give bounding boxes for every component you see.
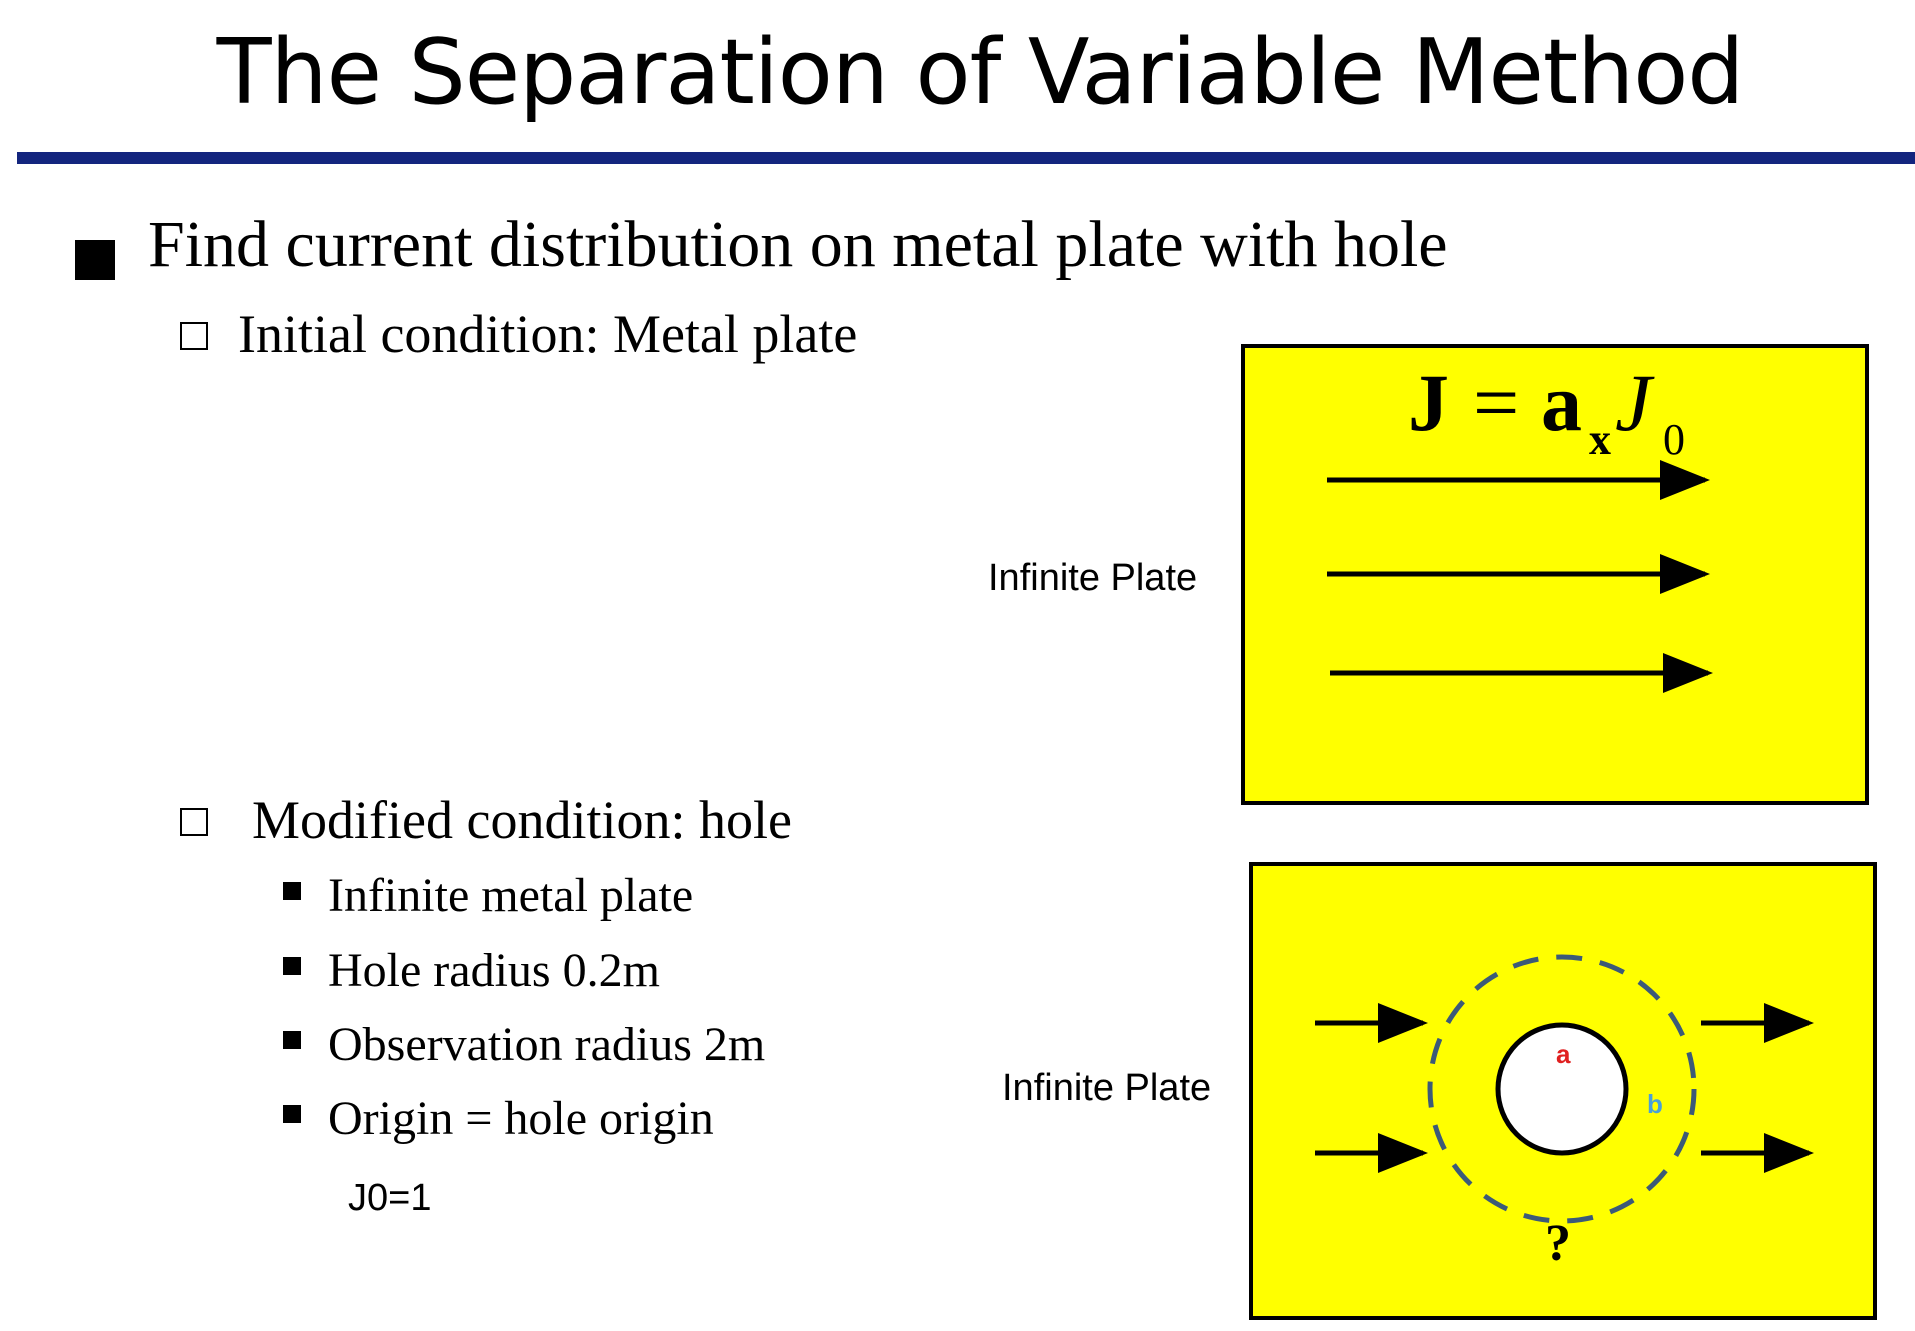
figure1-label: Infinite Plate bbox=[988, 557, 1198, 599]
plate-with-hole-figure bbox=[1249, 862, 1877, 1320]
equation-equals: = bbox=[1473, 357, 1520, 448]
main-bullet-text: Find current distribution on metal plate with hole bbox=[148, 208, 1448, 281]
j0-note: J0=1 bbox=[348, 1177, 432, 1219]
sub-item-text: Infinite metal plate bbox=[328, 869, 694, 922]
hollow-square-bullet-icon bbox=[180, 322, 208, 350]
equation-a: a bbox=[1541, 357, 1582, 448]
modified-condition-text: Modified condition: hole bbox=[252, 790, 792, 850]
sub-item-text: Hole radius 0.2m bbox=[328, 944, 660, 997]
bullet-square-icon bbox=[283, 882, 301, 900]
bullet-square-icon bbox=[283, 957, 301, 975]
infinite-plate-figure bbox=[1241, 344, 1869, 805]
figure2-label: Infinite Plate bbox=[1002, 1067, 1212, 1109]
unknown-mark: ? bbox=[1545, 1215, 1571, 1272]
equation-sub-x: x bbox=[1589, 415, 1611, 464]
bullet-square-icon bbox=[283, 1105, 301, 1123]
observation-radius-label: b bbox=[1647, 1089, 1663, 1119]
sub-item-text: Origin = hole origin bbox=[328, 1092, 714, 1145]
plate-diagram bbox=[1245, 348, 1865, 801]
bullet-square-icon bbox=[75, 240, 115, 280]
bullet-square-icon bbox=[283, 1031, 301, 1049]
equation-sub-0: 0 bbox=[1663, 415, 1685, 464]
equation-j: J bbox=[1408, 357, 1449, 448]
hollow-square-bullet-icon bbox=[180, 808, 208, 836]
initial-condition-text: Initial condition: Metal plate bbox=[238, 304, 858, 364]
slide-title: The Separation of Variable Method bbox=[216, 20, 1744, 125]
sub-item-text: Observation radius 2m bbox=[328, 1018, 766, 1071]
hole-diagram bbox=[1253, 866, 1873, 1316]
hole-radius-label: a bbox=[1556, 1039, 1571, 1069]
title-rule bbox=[17, 152, 1915, 164]
equation-j0: J bbox=[1615, 357, 1652, 448]
